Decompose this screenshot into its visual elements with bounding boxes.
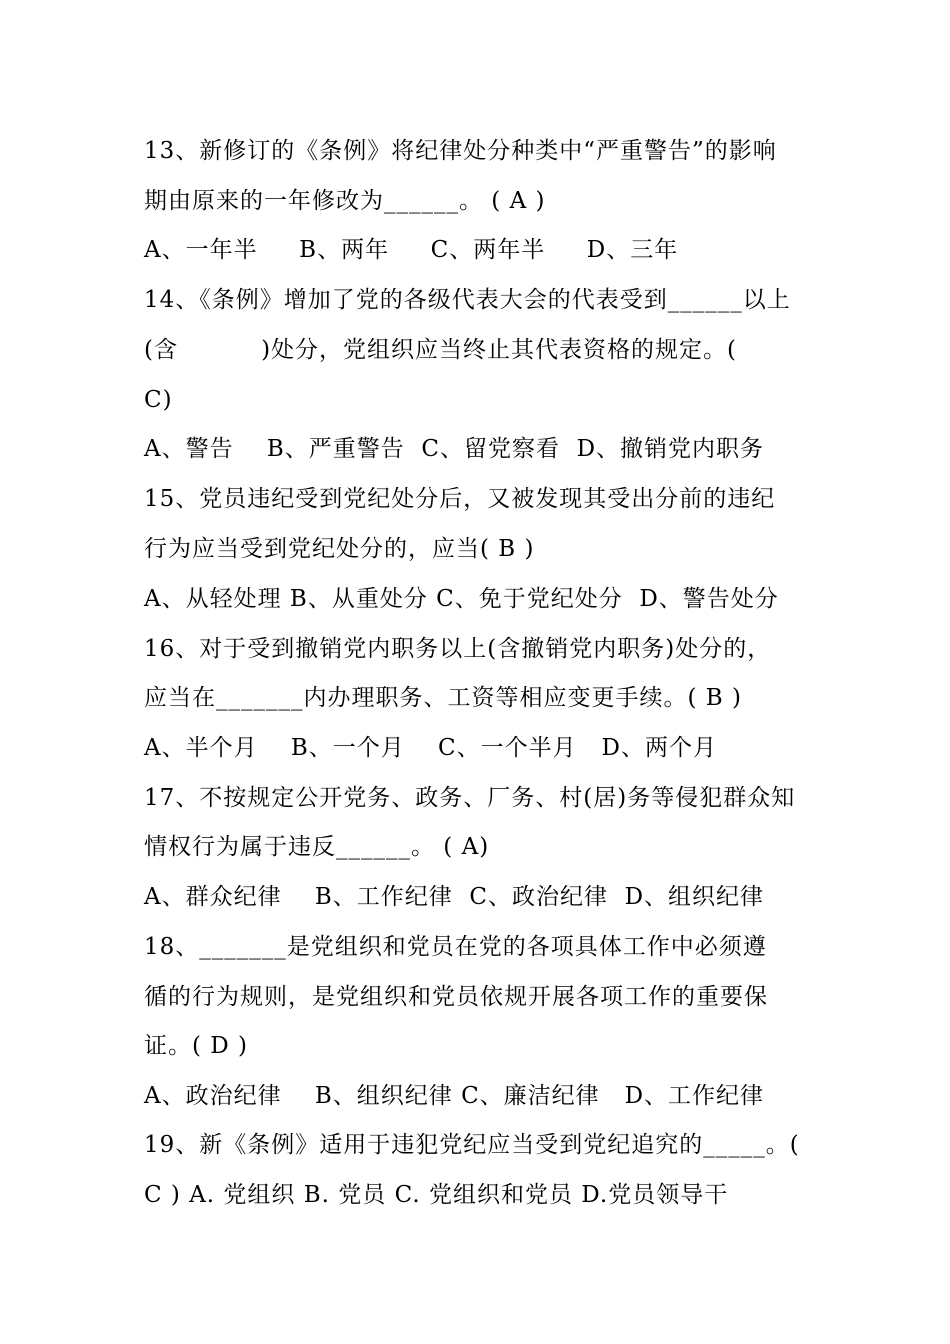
question-14-text-line-1: 14、《条例》增加了党的各级代表大会的代表受到______以上 (144, 287, 791, 313)
question-17-text-line-2: 情权行为属于违反______。 ( A) (144, 834, 490, 860)
question-15-options: A、从轻处理 B、从重处分 C、免于党纪处分 D、警告处分 (144, 586, 779, 612)
question-13-text-line-2: 期由原来的一年修改为______。 ( A ) (144, 188, 546, 214)
question-16-text-line-1: 16、对于受到撤销党内职务以上(含撤销党内职务)处分的， (144, 636, 772, 662)
question-19-text-line-1: 19、新《条例》适用于违犯党纪应当受到党纪追究的_____。( (144, 1132, 800, 1158)
question-13-options: A、一年半 B、两年 C、两年半 D、三年 (144, 237, 679, 263)
question-18-text-line-2: 循的行为规则，是党组织和党员依规开展各项工作的重要保 (144, 984, 768, 1010)
question-18-options: A、政治纪律 B、组织纪律 C、廉洁纪律 D、工作纪律 (144, 1083, 765, 1109)
question-14-text-line-2: (含 )处分，党组织应当终止其代表资格的规定。( (144, 337, 738, 363)
question-15-text-line-2: 行为应当受到党纪处分的，应当( B ) (144, 536, 535, 562)
question-17-options: A、群众纪律 B、工作纪律 C、政治纪律 D、组织纪律 (144, 884, 765, 910)
question-16-options: A、半个月 B、一个月 C、一个半月 D、两个月 (144, 735, 717, 761)
question-17-text-line-1: 17、不按规定公开党务、政务、厂务、村(居)务等侵犯群众知 (144, 785, 796, 811)
question-16-text-line-2: 应当在_______内办理职务、工资等相应变更手续。( B ) (144, 685, 742, 711)
question-15-text-line-1: 15、党员违纪受到党纪处分后，又被发现其受出分前的违纪 (144, 486, 776, 512)
question-18-text-line-3: 证。( D ) (144, 1033, 249, 1059)
question-14-options: A、警告 B、严重警告 C、留党察看 D、撤销党内职务 (144, 436, 765, 462)
question-18-text-line-1: 18、_______是党组织和党员在党的各项具体工作中必须遵 (144, 934, 767, 960)
question-14-text-line-3: C) (144, 387, 173, 413)
question-13-text-line-1: 13、新修订的《条例》将纪律处分种类中“严重警告”的影响 (144, 138, 777, 164)
question-19-text-line-2: C ) A. 党组织 B. 党员 C. 党组织和党员 D.党员领导干 (144, 1182, 729, 1208)
